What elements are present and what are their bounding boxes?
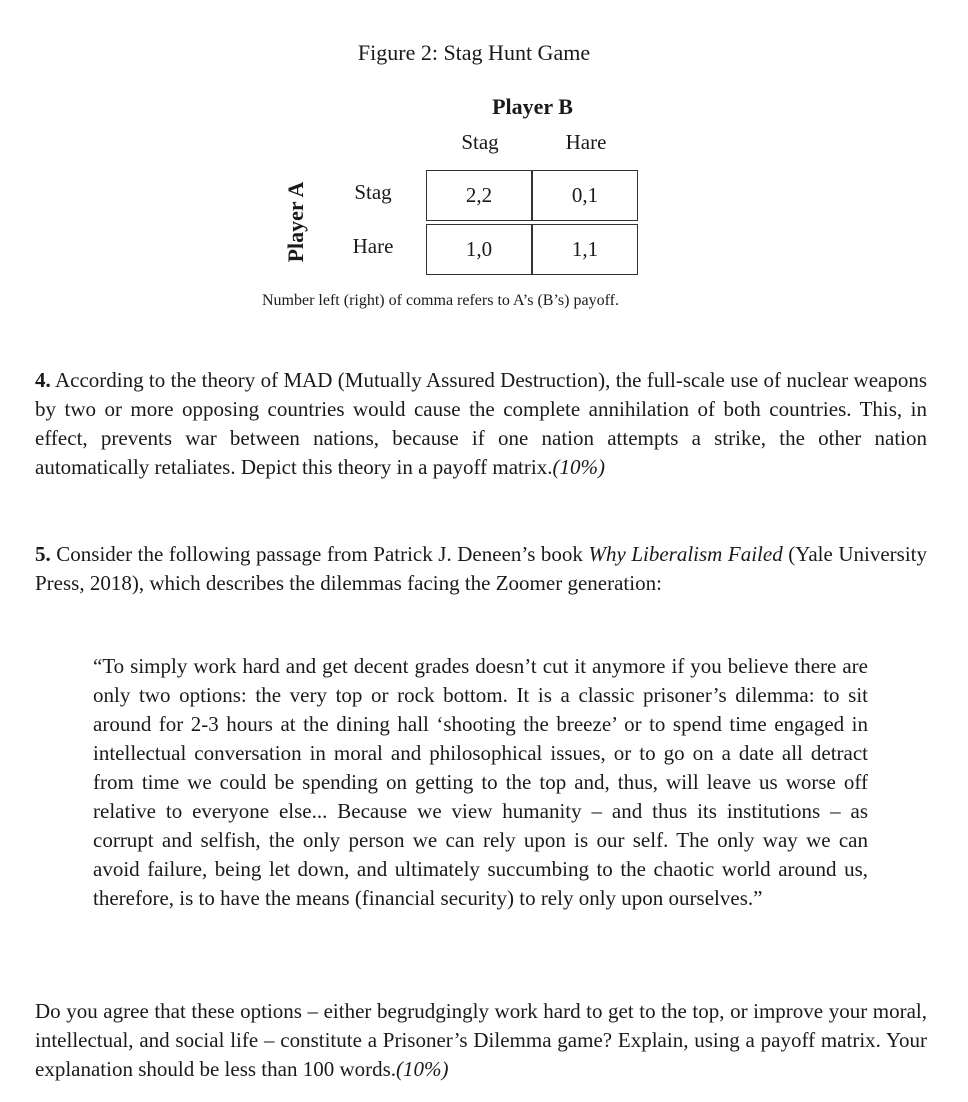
question-4 — [35, 366, 927, 482]
payoff-cell-hare-hare: 1,1 — [532, 224, 638, 275]
player-b-label: Player B — [492, 94, 573, 119]
question-4-text: According to the theory of MAD (Mutually Assured Destruction), the full-scale use of nuclear weapons by two or more opposing countries would cause the complete annihilation of both countries. This, in effect, prevents war between nations, because if one nation attempts a strike, the other nation automatically retaliates. Depict this theory in a payoff matrix. — [35, 368, 928, 479]
question-5-intro-cont: (Yale University Press, 2018), which describes the dilemmas facing the Zoomer generation: — [35, 542, 927, 595]
question-4-number: 4. — [35, 368, 51, 392]
question-5-prompt — [35, 997, 927, 1084]
column-header-hare: Hare — [565, 130, 607, 154]
question-5-question: Do you agree that these options – either begrudgingly work hard to get to the top, or improve your moral, intellectual, and social life – constitute a Prisoner’s Dilemma game? Explain, using a payoff matrix. Your explanation should be less than 100 words. — [35, 999, 927, 1081]
payoff-cell-stag-hare: 0,1 — [532, 170, 638, 221]
payoff-cell-stag-stag: 2,2 — [426, 170, 532, 221]
block-quote: “To simply work hard and get decent grades doesn’t cut it anymore if you believe there are only two options: the very top or rock bottom. It is a classic prisoner’s dilemma: to sit around for 2-3 hours at the dining hall ‘shooting the breeze’ or to spend time engaged in intellectual conversation in moral and philosophical issues, or to go on a date all detract from time we could be spending on getting to the top and, thus, will leave us worse off relative to everyone else... Because we view humanity – and thus its institutions – as corrupt and selfish, the only person we can rely upon is our self. The only way we can avoid failure, being let down, and ultimately succumbing to the chaotic world around us, therefore, is to have the means (financial security) to rely only upon ourselves.” — [93, 654, 868, 910]
row-header-hare: Hare — [352, 234, 394, 258]
question-4-weight: (10%) — [552, 455, 605, 479]
book-title: Why Liberalism Failed — [588, 542, 783, 566]
player-a-label: Player A — [283, 181, 308, 263]
figure-note: Number left (right) of comma refers to A’s (B’s) payoff. — [262, 292, 619, 309]
column-header-stag: Stag — [461, 130, 499, 154]
payoff-cell-hare-stag: 1,0 — [426, 224, 532, 275]
question-5 — [35, 540, 927, 598]
figure-caption: Figure 2: Stag Hunt Game — [357, 40, 591, 65]
question-5-intro: Consider the following passage from Patrick J. Deneen’s book — [56, 542, 583, 566]
question-5-number: 5. — [35, 542, 51, 566]
question-5-weight: (10%) — [396, 1057, 449, 1081]
row-header-stag: Stag — [354, 180, 392, 204]
